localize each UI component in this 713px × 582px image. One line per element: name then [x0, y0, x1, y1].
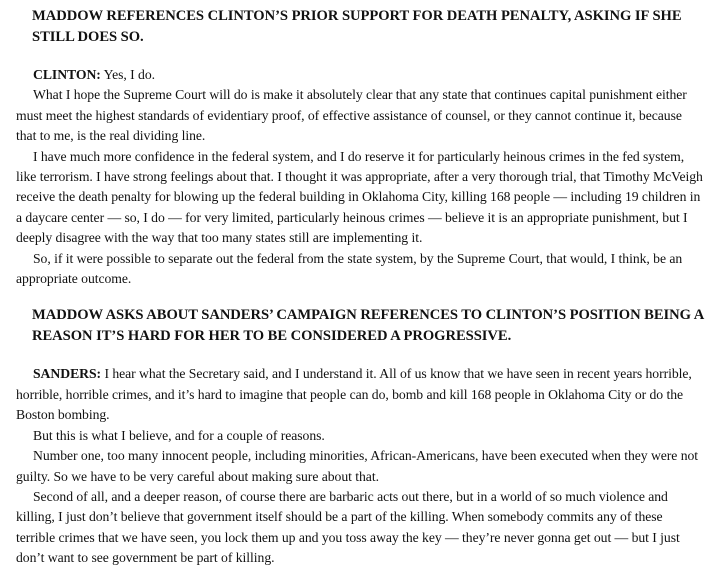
speaker-paragraph — [16, 65, 705, 85]
section-sanders — [16, 305, 705, 568]
paragraph: So, if it were possible to separate out the federal from the state system, by the Supreme Court, that would, I think, be an appropriate outcome. — [16, 250, 683, 287]
section-heading: MADDOW ASKS ABOUT SANDERS’ CAMPAIGN REFERENCES TO CLINTON’S POSITION BEING A REASON IT’S HARD FOR HER TO BE CONSIDERED A PROGRESSIVE. — [32, 307, 704, 345]
section-clinton — [16, 6, 705, 289]
paragraph: But this is what I believe, and for a couple of reasons. — [33, 427, 325, 443]
paragraph: What I hope the Supreme Court will do is make it absolutely clear that any state that continues capital punishment either must meet the highest standards of evidentiary proof, of effective assistance of counsel, or they cannot continue it, because that to me, is the real dividing line. — [16, 87, 687, 144]
speaker-paragraph — [16, 364, 705, 425]
speaker-name: SANDERS: — [33, 366, 102, 382]
paragraph: Number one, too many innocent people, including minorities, African-Americans, have been executed when they were not guilty. So we have to be very careful about making sure about that. — [16, 448, 699, 484]
paragraph: I have much more confidence in the federal system, and I do reserve it for particularly heinous crimes in the fed system, like terrorism. I have strong feelings about that. I thought it was appropriate, after a very thorough trial, that Timothy McVeigh receive the death penalty for blowing up the federal building in Oklahoma City, killing 168 people — including 19 children in a daycare center — so, I do — for very limited, particularly heinous crimes — believe it is an appropriate punishment, but I deeply disagree with the way that too many states still are implementing it. — [16, 148, 703, 246]
speaker-first-line: I hear what the Secretary said, and I understand it. All of us know that we have seen in recent years horrible, horrible, horrible crimes, and it’s hard to imagine that people can do, bomb and kill 168 people in Oklahoma City or do the Boston bombing. — [16, 366, 692, 423]
speaker-name: CLINTON: — [33, 67, 101, 82]
section-heading: MADDOW REFERENCES CLINTON’S PRIOR SUPPORT FOR DEATH PENALTY, ASKING IF SHE STILL DOES SO. — [32, 8, 682, 45]
paragraph: Second of all, and a deeper reason, of course there are barbaric acts out there, but in a world of so much violence and killing, I just don’t believe that government itself should be a part of the killing. When somebody commits any of these terrible crimes that we have seen, you lock them up and you toss away the key — they’re never gonna get out — but I just don’t want to see government be part of killing. — [16, 488, 680, 566]
speaker-first-line: Yes, I do. — [103, 67, 156, 82]
